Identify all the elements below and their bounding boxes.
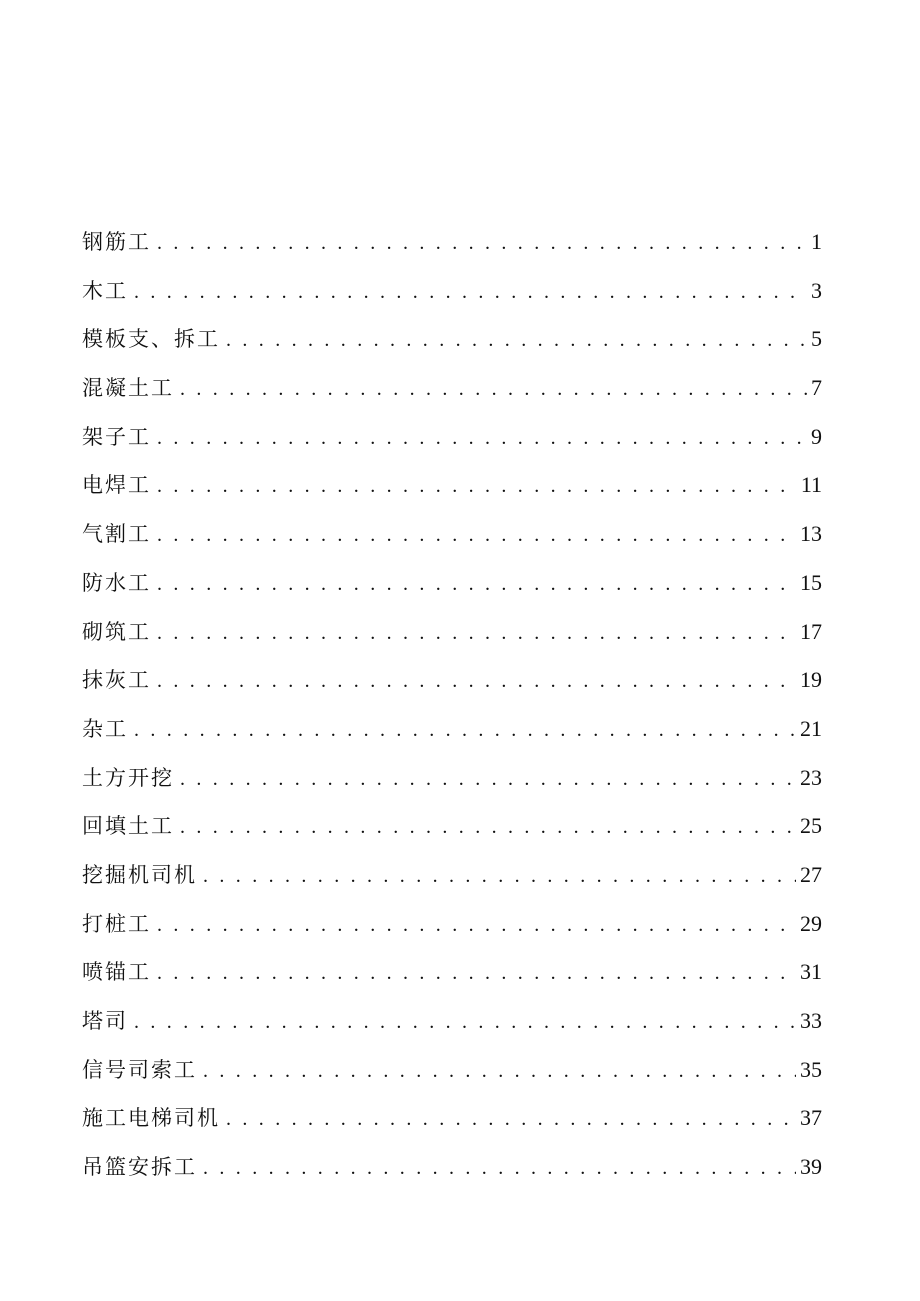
toc-entry-page: 27 [800,861,822,887]
toc-entry-page: 5 [811,326,822,352]
toc-entry-page: 1 [811,229,822,254]
toc-entry-page: 17 [800,618,822,644]
toc-dot-leader [203,1144,796,1193]
toc-entry-page: 21 [800,715,822,741]
toc-dot-leader [203,1047,796,1096]
toc-entry[interactable] [82,948,822,997]
toc-dot-leader [226,316,807,365]
toc-dot-leader [180,755,796,804]
toc-entry-title: 防水工 [82,570,151,595]
table-of-contents [82,218,822,1192]
toc-entry-page: 31 [800,959,822,985]
toc-entry-page: 35 [800,1056,822,1082]
toc-entry[interactable] [82,802,822,851]
toc-entry-title: 混凝土工 [82,376,174,401]
toc-entry[interactable] [82,413,822,462]
toc-entry-title: 模板支、拆工 [82,327,220,352]
toc-entry[interactable] [82,705,822,754]
toc-entry-page: 9 [811,423,822,449]
toc-entry-page: 3 [811,277,822,303]
toc-entry-title: 塔司 [82,1009,128,1033]
toc-entry-title: 木工 [82,278,128,303]
toc-entry[interactable] [82,267,822,316]
toc-entry-title: 抹灰工 [82,668,151,693]
toc-dot-leader [157,462,797,511]
toc-entry-title: 砌筑工 [82,619,151,644]
toc-entry[interactable] [82,559,822,608]
toc-entry-title: 打桩工 [82,911,151,936]
toc-entry-title: 杂工 [82,716,128,741]
toc-dot-leader [157,560,796,609]
toc-entry[interactable] [82,900,822,949]
toc-dot-leader [157,901,796,950]
toc-entry[interactable] [82,608,822,657]
toc-dot-leader [134,706,796,755]
toc-entry-title: 挖掘机司机 [82,862,197,887]
toc-dot-leader [180,365,807,414]
toc-dot-leader [157,949,796,998]
toc-entry-title: 气割工 [82,522,151,547]
toc-entry[interactable] [82,1094,822,1143]
toc-entry-page: 7 [811,375,822,401]
toc-dot-leader [157,414,807,463]
toc-dot-leader [157,657,796,706]
toc-entry[interactable] [82,656,822,705]
toc-entry[interactable] [82,851,822,900]
toc-entry-page: 39 [800,1154,822,1180]
toc-entry-page: 11 [800,472,822,498]
toc-entry[interactable] [82,364,822,413]
toc-entry[interactable] [82,510,822,559]
toc-entry-page: 25 [800,813,822,839]
toc-entry-title: 土方开挖 [82,765,174,790]
toc-entry-page: 29 [800,910,822,936]
toc-dot-leader [134,998,796,1047]
toc-entry-page: 23 [800,764,822,790]
toc-dot-leader [157,219,807,268]
toc-entry-page: 15 [800,569,822,595]
toc-dot-leader [180,803,796,852]
toc-entry-page: 19 [800,667,822,693]
toc-dot-leader [157,511,796,560]
toc-entry[interactable] [82,754,822,803]
toc-entry-title: 电焊工 [82,473,151,498]
toc-entry-title: 喷锚工 [82,960,151,985]
toc-entry-title: 吊篮安拆工 [82,1155,197,1180]
toc-dot-leader [203,852,796,901]
toc-entry[interactable] [82,1046,822,1095]
toc-entry-title: 架子工 [82,424,151,449]
toc-entry[interactable] [82,315,822,364]
toc-dot-leader [134,268,807,317]
toc-entry-page: 13 [800,521,822,547]
toc-entry-title: 施工电梯司机 [82,1106,220,1131]
toc-entry-page: 33 [800,1008,822,1033]
toc-entry[interactable] [82,997,822,1046]
toc-entry-title: 信号司索工 [82,1057,197,1082]
toc-entry[interactable] [82,218,822,267]
toc-dot-leader [226,1095,796,1144]
toc-entry-page: 37 [800,1105,822,1131]
toc-dot-leader [157,609,796,658]
toc-entry[interactable] [82,461,822,510]
toc-entry-title: 回填土工 [82,814,174,839]
toc-entry[interactable] [82,1143,822,1192]
toc-entry-title: 钢筋工 [82,230,151,254]
